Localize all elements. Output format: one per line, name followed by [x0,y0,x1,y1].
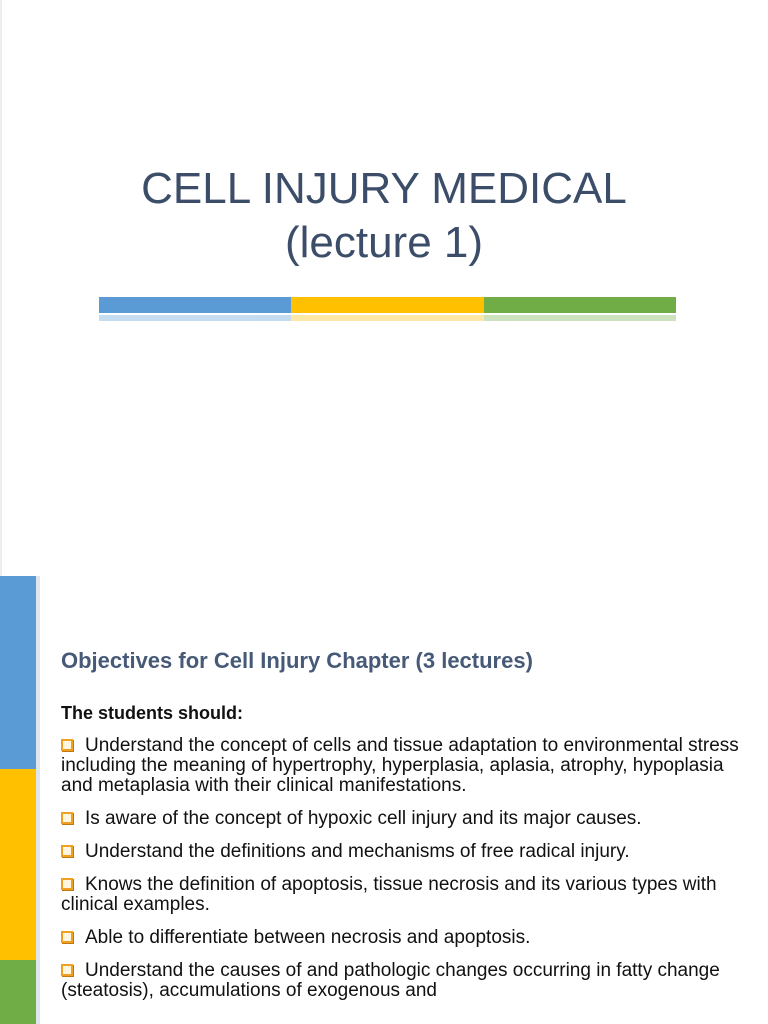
stripe-edge [36,576,40,1024]
tricolor-divider [99,297,676,313]
divider-segment-blue [99,297,291,313]
objectives-intro: The students should: [61,703,243,723]
objective-text: Understand the causes of and pathologic changes occurring in fatty change (steatosis), accumulations of exogenous and [61,960,720,1001]
checkbox-bullet-icon [61,931,73,943]
checkbox-bullet-icon [61,739,73,751]
title-line-2: (lecture 1) [284,218,484,267]
side-color-stripe [0,576,36,1024]
checkbox-bullet-icon [61,845,73,857]
list-item [61,928,751,948]
stripe-yellow [0,769,36,960]
list-item [61,809,751,829]
checkbox-bullet-icon [61,812,73,824]
objectives-heading: Objectives for Cell Injury Chapter (3 lectures) [61,648,533,673]
stripe-green [0,960,36,1024]
tricolor-divider-reflection [99,315,676,321]
objective-text: Able to differentiate between necrosis and apoptosis. [85,927,531,948]
objective-text: Understand the concept of cells and tissue adaptation to environmental stress including the meaning of hypertrophy, hyperplasia, aplasia, atrophy, hypoplasia and metaplasia with their clinical manifestations. [61,735,739,796]
divider-segment-green [484,297,676,313]
checkbox-bullet-icon [61,878,73,890]
reflection-segment-green [484,315,676,321]
slide-title [60,162,708,270]
divider-segment-yellow [291,297,483,313]
slide-left-edge [0,0,2,576]
list-item [61,875,751,915]
objectives-slide [0,576,768,1024]
stripe-blue [0,576,36,769]
objectives-list [61,736,751,1014]
checkbox-bullet-icon [61,964,73,976]
objective-text: Understand the definitions and mechanisms of free radical injury. [85,841,630,862]
title-line-1: CELL INJURY MEDICAL [141,164,627,213]
objective-text: Is aware of the concept of hypoxic cell injury and its major causes. [85,808,642,829]
list-item [61,736,751,796]
objective-text: Knows the definition of apoptosis, tissue necrosis and its various types with clinical examples. [61,874,717,915]
reflection-segment-yellow [291,315,483,321]
list-item [61,961,751,1001]
list-item [61,842,751,862]
reflection-segment-blue [99,315,291,321]
